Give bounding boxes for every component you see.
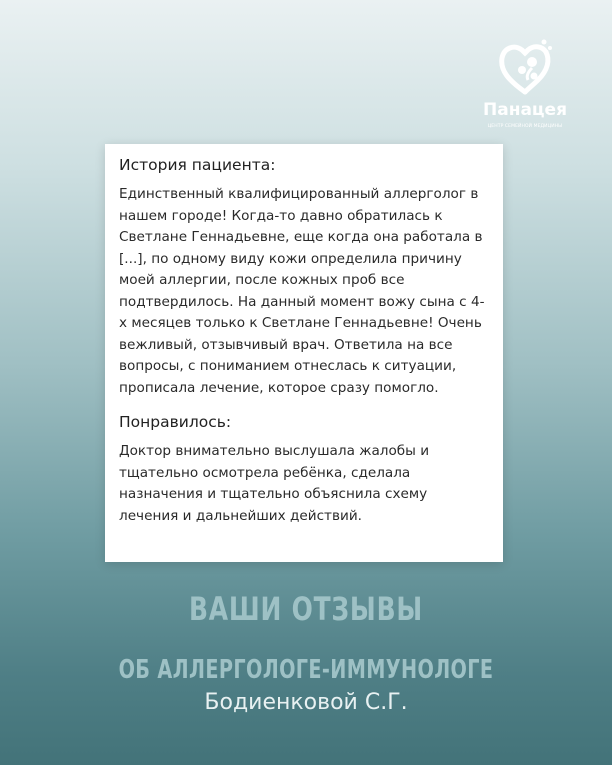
specialty-subtitle: ОБ АЛЛЕРГОЛОГЕ-ИММУНОЛОГЕ — [118, 655, 494, 685]
liked-heading: Понравилось: — [119, 413, 232, 431]
heart-family-logo-icon — [498, 36, 554, 96]
patient-history-text: Единственный квалифицированный аллерголог в нашем городе! Когда-то давно обратилась к Светлане Геннадьевне, еще когда она работала в [...], по одному виду кожи определила причину моей аллергии, после кожных проб все подтвердилось. На данный момент вожу сына с 4-х месяцев только к Светлане Геннадьевне! Очень вежливый, отзывчивый врач. Ответила на все вопросы, с пониманием отнеслась к ситуации, прописала лечение, которое сразу помогло. — [119, 186, 485, 396]
doctor-name: Бодиенковой С.Г. — [204, 690, 408, 715]
clinic-logo — [470, 36, 580, 136]
review-card — [105, 144, 503, 562]
logo-tagline: ЦЕНТР СЕМЕЙНОЙ МЕДИЦИНЫ — [487, 124, 563, 129]
patient-history-heading: История пациента: — [119, 156, 276, 174]
liked-text: Доктор внимательно выслушала жалобы и тщательно осмотрела ребёнка, сделала назначения и тщательно объяснила схему лечения и дальнейших действий. — [119, 443, 430, 524]
logo-name: Панацея — [483, 100, 567, 120]
reviews-title: ВАШИ ОТЗЫВЫ — [188, 590, 424, 628]
